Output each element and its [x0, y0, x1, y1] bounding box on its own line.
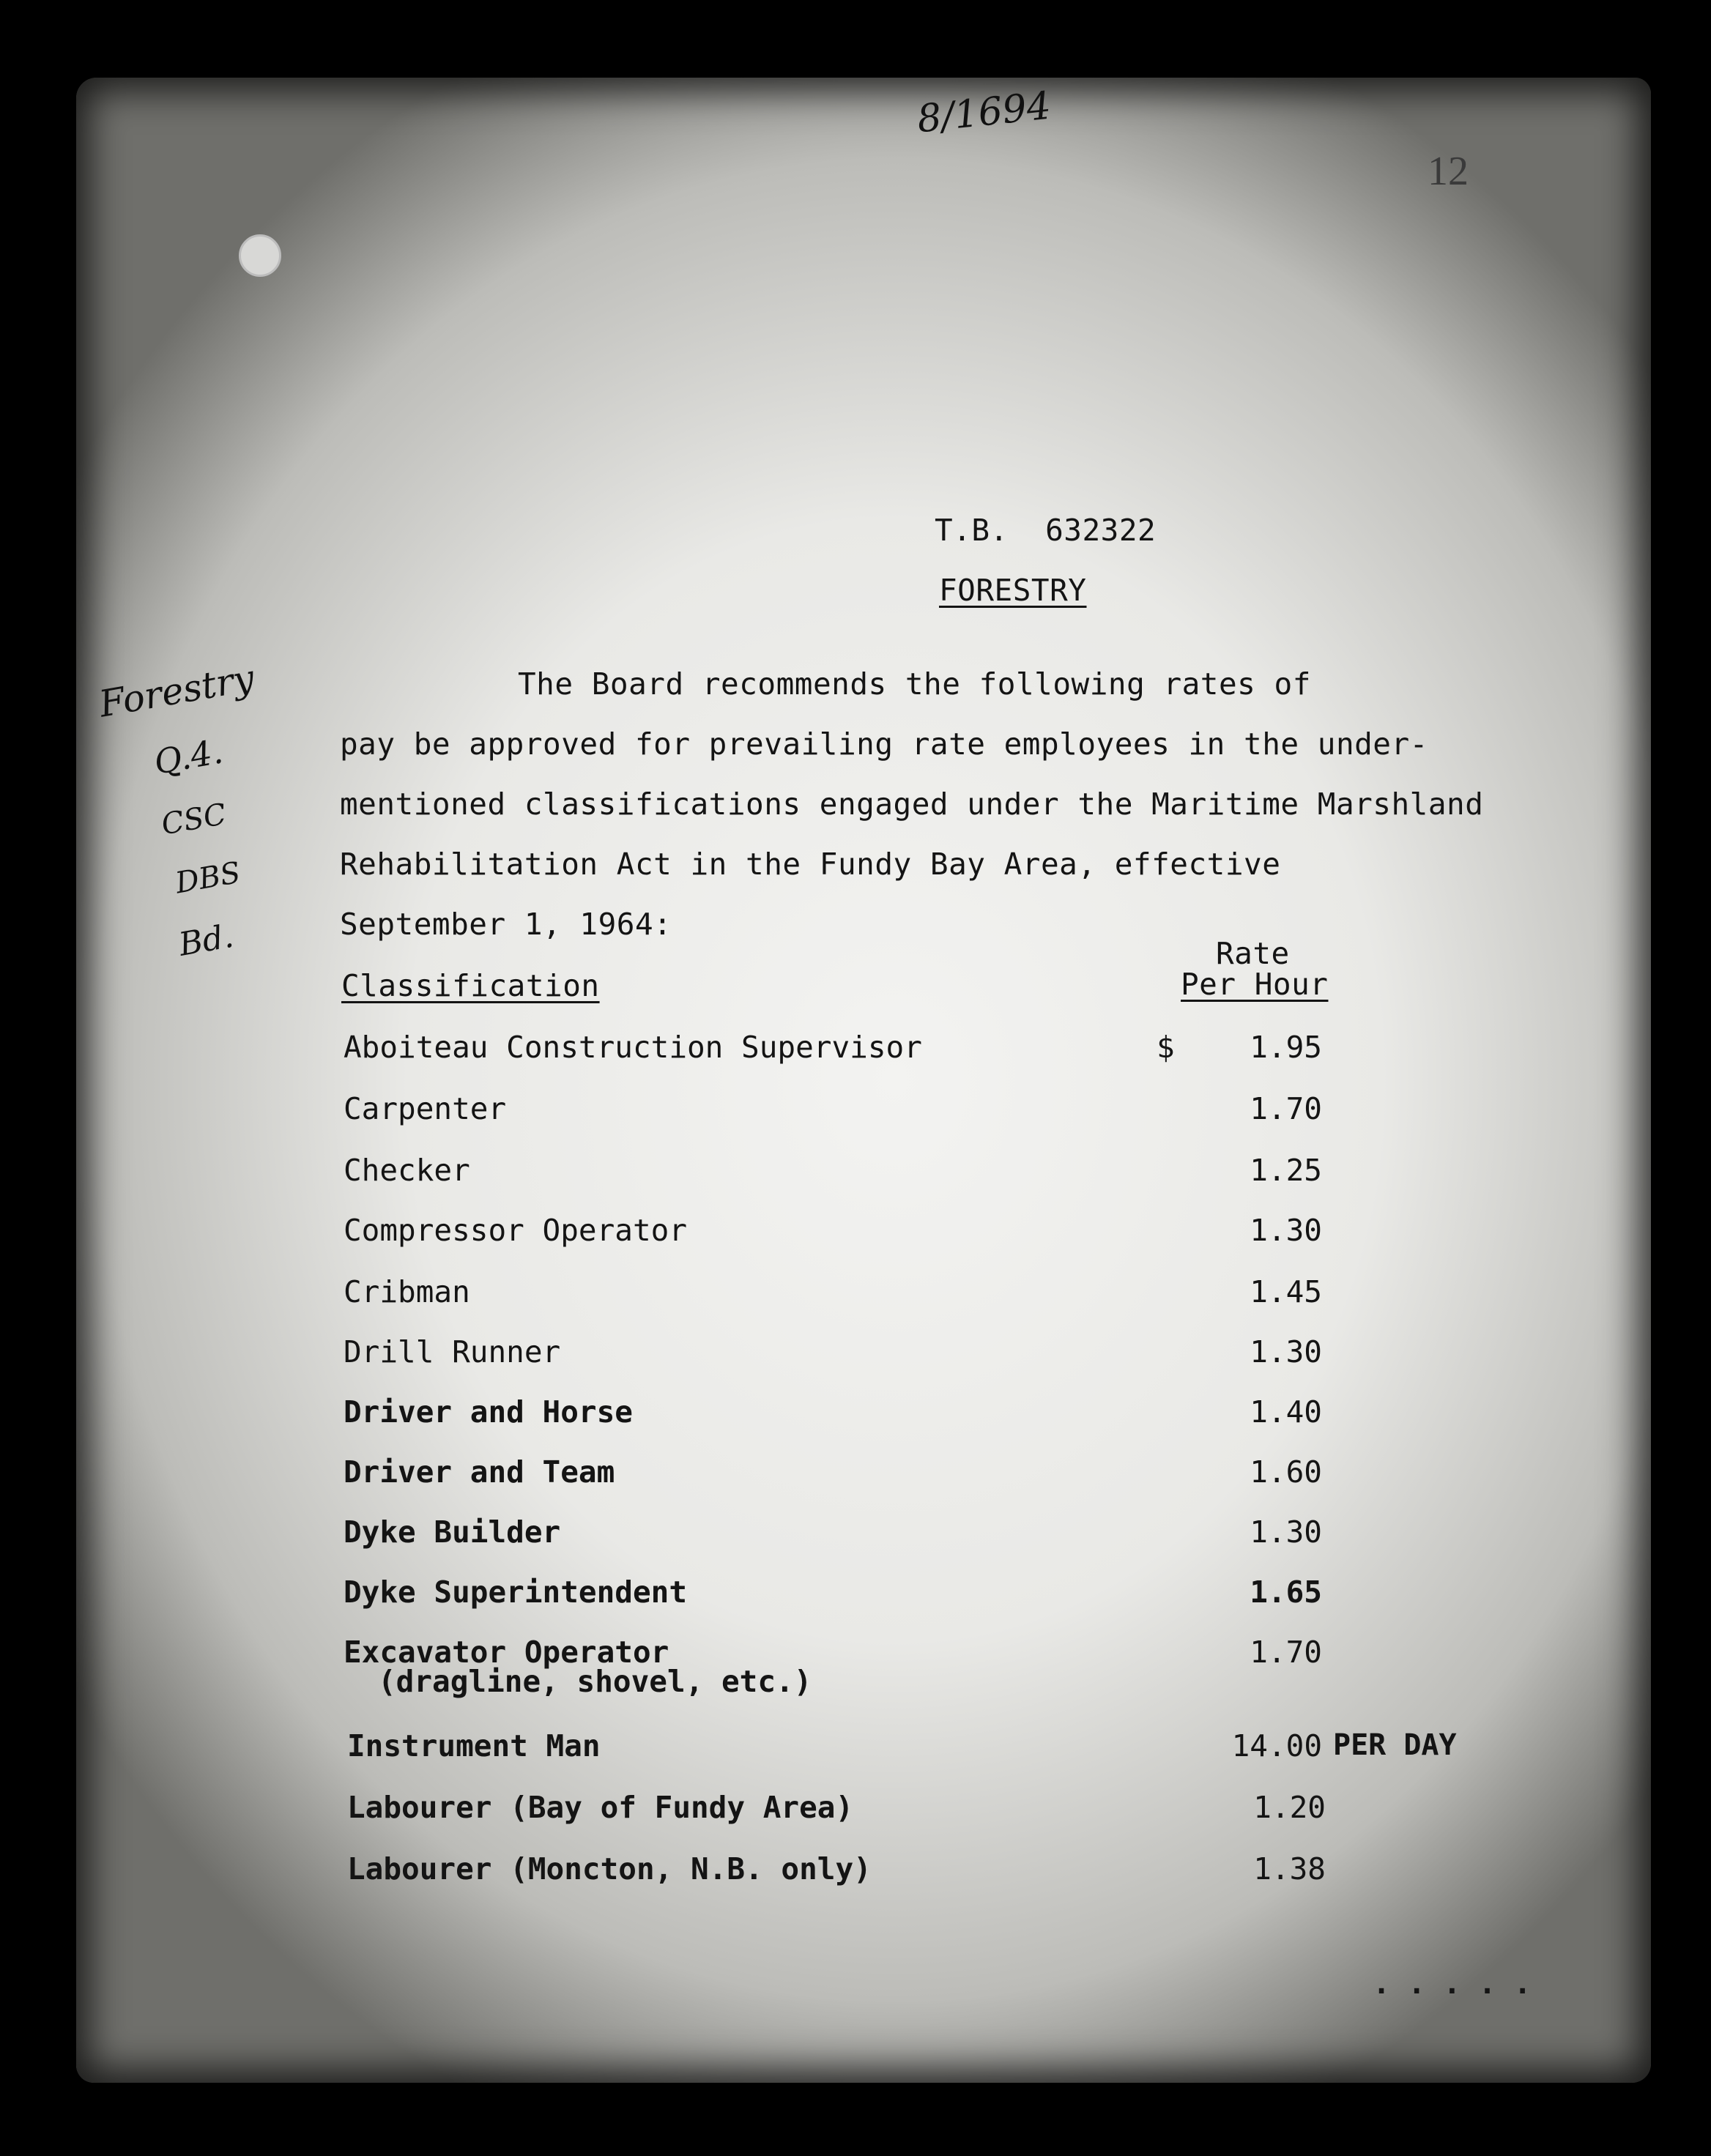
classification-cell: Labourer (Moncton, N.B. only) [347, 1851, 872, 1886]
rate-header-line-1: Rate [1216, 936, 1290, 971]
classification-header: Classification [341, 968, 600, 1003]
department-heading: FORESTRY [939, 573, 1087, 608]
rate-cell: 1.20 [1253, 1790, 1326, 1825]
rate-cell: 1.70 [1250, 1635, 1322, 1670]
rate-cell: 1.95 [1250, 1030, 1322, 1065]
rate-cell: 1.40 [1250, 1394, 1322, 1430]
intro-line-5: September 1, 1964: [340, 907, 672, 942]
rate-cell: 1.25 [1250, 1153, 1322, 1188]
margin-note-line-2: Q.4. [151, 731, 226, 782]
handwritten-file-number: 8/1694 [915, 83, 1053, 142]
table-row [76, 1030, 1651, 1081]
rate-cell: 1.65 [1250, 1575, 1322, 1610]
currency-symbol: $ [1157, 1030, 1175, 1065]
classification-cell: Compressor Operator [344, 1213, 687, 1248]
table-row [76, 1274, 1651, 1326]
page-number: 12 [1428, 149, 1469, 194]
rate-cell: 14.00 [1231, 1728, 1322, 1763]
continuation-dots: . . . . . [1373, 1967, 1532, 2001]
table-row [76, 1394, 1651, 1446]
classification-cell: Driver and Team [344, 1454, 615, 1490]
table-row [76, 1213, 1651, 1264]
rate-unit: PER DAY [1333, 1728, 1457, 1762]
table-row [76, 1635, 1651, 1715]
table-row [76, 1514, 1651, 1566]
table-row [76, 1334, 1651, 1386]
tb-number: T.B. 632322 [935, 513, 1157, 548]
classification-cell: Dyke Superintendent [344, 1575, 687, 1610]
rate-cell: 1.30 [1250, 1514, 1322, 1550]
intro-line-3: mentioned classifications engaged under the Maritime Marshland [340, 787, 1484, 822]
table-row [76, 1790, 1651, 1841]
punch-hole [239, 234, 281, 277]
classification-cell: Excavator Operator [344, 1635, 669, 1670]
handwritten-margin-note [92, 631, 305, 997]
classification-cell: Dyke Builder [344, 1514, 561, 1550]
rate-cell: 1.30 [1250, 1213, 1322, 1248]
rate-cell: 1.60 [1250, 1454, 1322, 1490]
intro-line-4: Rehabilitation Act in the Fundy Bay Area, effective [340, 847, 1281, 882]
rate-cell: 1.45 [1250, 1274, 1322, 1309]
classification-cell: Drill Runner [344, 1334, 561, 1369]
classification-cell: Cribman [344, 1274, 470, 1309]
intro-line-1: The Board recommends the following rates of [518, 666, 1311, 702]
table-row [76, 1091, 1651, 1142]
intro-line-2: pay be approved for prevailing rate employees in the under- [340, 726, 1428, 762]
rate-cell: 1.70 [1250, 1091, 1322, 1126]
table-row [76, 1153, 1651, 1204]
table-row [76, 1728, 1651, 1780]
classification-cell: Labourer (Bay of Fundy Area) [347, 1790, 854, 1825]
classification-cell: Aboiteau Construction Supervisor [344, 1030, 922, 1065]
classification-cell: Carpenter [344, 1091, 507, 1126]
classification-cell: Instrument Man [347, 1728, 601, 1763]
classification-cell: Driver and Horse [344, 1394, 633, 1430]
table-row [76, 1575, 1651, 1626]
classification-cell: Checker [344, 1153, 470, 1188]
margin-note-line-1: Forestry [96, 656, 258, 726]
table-row [76, 1851, 1651, 1903]
margin-note-line-5: Bd. [176, 917, 237, 964]
rate-header-line-2: Per Hour [1181, 967, 1329, 1002]
margin-note-line-4: DBS [173, 855, 243, 901]
margin-note-line-3: CSC [159, 797, 229, 842]
document-page [76, 78, 1651, 2083]
classification-subline: (dragline, shovel, etc.) [378, 1664, 812, 1699]
rate-cell: 1.30 [1250, 1334, 1322, 1369]
table-row [76, 1454, 1651, 1506]
rate-cell: 1.38 [1253, 1851, 1326, 1886]
